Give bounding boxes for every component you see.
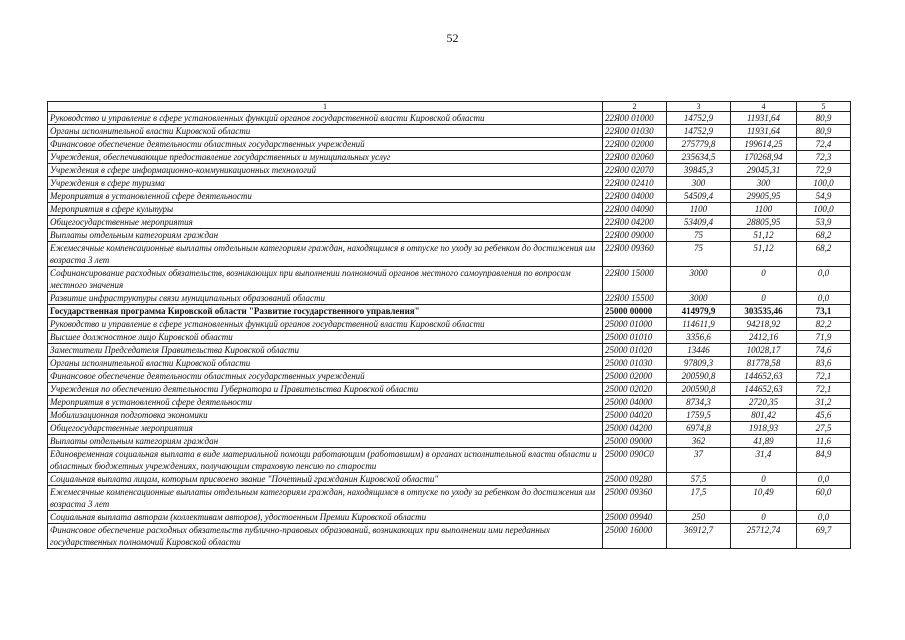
row-name: Развитие инфраструктуры связи муниципальных образований области <box>48 292 603 305</box>
row-code: 22Я00 09360 <box>603 242 667 267</box>
row-plan: 54509,4 <box>667 190 731 203</box>
row-code: 22Я00 09000 <box>603 229 667 242</box>
row-plan: 37 <box>667 448 731 473</box>
row-plan: 75 <box>667 242 731 267</box>
row-code: 22Я00 15500 <box>603 292 667 305</box>
row-code: 25000 09280 <box>603 473 667 486</box>
row-actual: 144652,63 <box>731 370 797 383</box>
row-percent: 60,0 <box>797 486 851 511</box>
row-code: 25000 09360 <box>603 486 667 511</box>
row-plan: 3356,6 <box>667 331 731 344</box>
row-actual: 28805,95 <box>731 216 797 229</box>
row-code: 22Я00 04200 <box>603 216 667 229</box>
row-name: Мероприятия в установленной сфере деятельности <box>48 396 603 409</box>
row-plan: 200590,8 <box>667 383 731 396</box>
row-plan: 250 <box>667 511 731 524</box>
row-actual: 29905,95 <box>731 190 797 203</box>
row-plan: 8734,3 <box>667 396 731 409</box>
row-plan: 36912,7 <box>667 524 731 549</box>
row-name: Учреждения в сфере информационно-коммуникационных технологий <box>48 164 603 177</box>
row-name: Мероприятия в сфере культуры <box>48 203 603 216</box>
row-percent: 84,9 <box>797 448 851 473</box>
row-actual: 300 <box>731 177 797 190</box>
row-actual: 10,49 <box>731 486 797 511</box>
row-plan: 53409,4 <box>667 216 731 229</box>
row-actual: 94218,92 <box>731 318 797 331</box>
row-code: 22Я00 01000 <box>603 112 667 125</box>
row-actual: 0 <box>731 292 797 305</box>
table-row <box>48 190 851 203</box>
row-name: Ежемесячные компенсационные выплаты отдельным категориям граждан, находящимся в отпуске по уходу за ребенком до достижения им возраста 3 лет <box>48 486 603 511</box>
row-actual: 10028,17 <box>731 344 797 357</box>
row-name: Общегосударственные мероприятия <box>48 422 603 435</box>
row-name: Учреждения, обеспечивающие предоставление государственных и муниципальных услуг <box>48 151 603 164</box>
row-percent: 72,9 <box>797 164 851 177</box>
row-code: 25000 01010 <box>603 331 667 344</box>
row-plan: 57,5 <box>667 473 731 486</box>
header-row <box>48 102 851 112</box>
table-row <box>48 177 851 190</box>
row-percent: 0,0 <box>797 473 851 486</box>
row-code: 25000 09940 <box>603 511 667 524</box>
row-actual: 303535,46 <box>731 305 797 318</box>
row-plan: 14752,9 <box>667 112 731 125</box>
row-name: Финансовое обеспечение деятельности областных государственных учреждений <box>48 370 603 383</box>
row-code: 22Я00 01030 <box>603 125 667 138</box>
row-name: Финансовое обеспечение деятельности областных государственных учреждений <box>48 138 603 151</box>
row-name: Ежемесячные компенсационные выплаты отдельным категориям граждан, находящимся в отпуске по уходу за ребенком до достижения им возраста 3 лет <box>48 242 603 267</box>
header-col-3: 3 <box>667 102 731 112</box>
row-name: Государственная программа Кировской области "Развитие государственного управления" <box>48 305 603 318</box>
table-row <box>48 370 851 383</box>
row-plan: 300 <box>667 177 731 190</box>
header-col-4: 4 <box>731 102 797 112</box>
row-percent: 100,0 <box>797 177 851 190</box>
row-actual: 11931,64 <box>731 125 797 138</box>
row-percent: 72,1 <box>797 370 851 383</box>
budget-table-container <box>47 101 851 549</box>
row-code: 22Я00 04090 <box>603 203 667 216</box>
row-percent: 82,2 <box>797 318 851 331</box>
row-plan: 200590,8 <box>667 370 731 383</box>
table-row <box>48 318 851 331</box>
row-name: Органы исполнительной власти Кировской области <box>48 125 603 138</box>
row-percent: 72,1 <box>797 383 851 396</box>
row-code: 25000 09000 <box>603 435 667 448</box>
table-row <box>48 383 851 396</box>
row-actual: 0 <box>731 511 797 524</box>
table-row <box>48 216 851 229</box>
row-percent: 74,6 <box>797 344 851 357</box>
row-actual: 51,12 <box>731 242 797 267</box>
row-plan: 1100 <box>667 203 731 216</box>
row-percent: 0,0 <box>797 511 851 524</box>
table-row <box>48 357 851 370</box>
row-actual: 1918,93 <box>731 422 797 435</box>
row-name: Руководство и управление в сфере установленных функций органов государственной власти Кировской области <box>48 318 603 331</box>
table-row <box>48 164 851 177</box>
row-code: 22Я00 02070 <box>603 164 667 177</box>
row-name: Учреждения в сфере туризма <box>48 177 603 190</box>
row-name: Выплаты отдельным категориям граждан <box>48 435 603 448</box>
table-row <box>48 138 851 151</box>
table-row <box>48 242 851 267</box>
table-row <box>48 409 851 422</box>
row-percent: 72,4 <box>797 138 851 151</box>
row-name: Софинансирование расходных обязательств, возникающих при выполнении полномочий органов местного самоуправления по вопросам местного значения <box>48 267 603 292</box>
row-percent: 45,6 <box>797 409 851 422</box>
row-name: Мероприятия в установленной сфере деятельности <box>48 190 603 203</box>
row-plan: 3000 <box>667 267 731 292</box>
row-actual: 0 <box>731 473 797 486</box>
row-name: Финансовое обеспечение расходных обязательств публично-правовых образований, возникающих при выполнении ими переданных государственных полномочий Кировской области <box>48 524 603 549</box>
row-plan: 3000 <box>667 292 731 305</box>
header-col-2: 2 <box>603 102 667 112</box>
row-actual: 2720,35 <box>731 396 797 409</box>
row-plan: 235634,5 <box>667 151 731 164</box>
row-percent: 31,2 <box>797 396 851 409</box>
row-plan: 39845,3 <box>667 164 731 177</box>
row-name: Социальная выплата авторам (коллективам авторов), удостоенным Премии Кировской области <box>48 511 603 524</box>
row-percent: 80,9 <box>797 112 851 125</box>
row-code: 25000 04000 <box>603 396 667 409</box>
row-percent: 73,1 <box>797 305 851 318</box>
row-code: 25000 00000 <box>603 305 667 318</box>
row-name: Единовременная социальная выплата в виде материальной помощи работающим (работавшим) в органах исполнительной власти области и областных бюджетных учреждениях, получающим страховую пенсию по старости <box>48 448 603 473</box>
row-code: 25000 02000 <box>603 370 667 383</box>
row-actual: 801,42 <box>731 409 797 422</box>
row-plan: 14752,9 <box>667 125 731 138</box>
table-row <box>48 448 851 473</box>
row-code: 25000 02020 <box>603 383 667 396</box>
row-actual: 51,12 <box>731 229 797 242</box>
page-number: 52 <box>446 31 459 45</box>
table-row <box>48 125 851 138</box>
row-percent: 68,2 <box>797 229 851 242</box>
row-actual: 2412,16 <box>731 331 797 344</box>
row-percent: 53,9 <box>797 216 851 229</box>
row-name: Общегосударственные мероприятия <box>48 216 603 229</box>
table-row <box>48 292 851 305</box>
row-actual: 11931,64 <box>731 112 797 125</box>
row-name: Органы исполнительной власти Кировской области <box>48 357 603 370</box>
row-plan: 362 <box>667 435 731 448</box>
row-percent: 83,6 <box>797 357 851 370</box>
row-code: 22Я00 02410 <box>603 177 667 190</box>
row-name: Высшее должностное лицо Кировской области <box>48 331 603 344</box>
row-code: 25000 01020 <box>603 344 667 357</box>
row-code: 25000 04020 <box>603 409 667 422</box>
row-plan: 275779,8 <box>667 138 731 151</box>
row-name: Заместители Председателя Правительства Кировской области <box>48 344 603 357</box>
row-name: Учреждения по обеспечению деятельности Губернатора и Правительства Кировской области <box>48 383 603 396</box>
row-actual: 31,4 <box>731 448 797 473</box>
row-name: Выплаты отдельным категориям граждан <box>48 229 603 242</box>
row-actual: 29045,31 <box>731 164 797 177</box>
table-row <box>48 305 851 318</box>
row-code: 25000 090С0 <box>603 448 667 473</box>
table-row <box>48 435 851 448</box>
table-row <box>48 486 851 511</box>
row-code: 25000 01030 <box>603 357 667 370</box>
header-col-5: 5 <box>797 102 851 112</box>
row-actual: 81778,58 <box>731 357 797 370</box>
row-plan: 114611,9 <box>667 318 731 331</box>
row-code: 25000 01000 <box>603 318 667 331</box>
table-row <box>48 344 851 357</box>
row-plan: 97809,3 <box>667 357 731 370</box>
row-percent: 54,9 <box>797 190 851 203</box>
row-code: 22Я00 02060 <box>603 151 667 164</box>
row-actual: 199614,25 <box>731 138 797 151</box>
row-percent: 71,9 <box>797 331 851 344</box>
row-actual: 144652,63 <box>731 383 797 396</box>
row-percent: 80,9 <box>797 125 851 138</box>
row-actual: 25712,74 <box>731 524 797 549</box>
row-percent: 11,6 <box>797 435 851 448</box>
table-row <box>48 267 851 292</box>
row-plan: 6974,8 <box>667 422 731 435</box>
row-percent: 27,5 <box>797 422 851 435</box>
budget-table <box>47 101 851 549</box>
row-name: Социальная выплата лицам, которым присвоено звание "Почетный гражданин Кировской области" <box>48 473 603 486</box>
row-percent: 68,2 <box>797 242 851 267</box>
row-percent: 69,7 <box>797 524 851 549</box>
table-row <box>48 524 851 549</box>
row-actual: 0 <box>731 267 797 292</box>
row-percent: 0,0 <box>797 292 851 305</box>
row-percent: 0,0 <box>797 267 851 292</box>
table-body <box>48 112 851 549</box>
row-code: 22Я00 15000 <box>603 267 667 292</box>
row-plan: 1759,5 <box>667 409 731 422</box>
row-percent: 72,3 <box>797 151 851 164</box>
row-code: 25000 16000 <box>603 524 667 549</box>
table-row <box>48 473 851 486</box>
row-plan: 75 <box>667 229 731 242</box>
table-row <box>48 331 851 344</box>
header-col-1: 1 <box>48 102 603 112</box>
table-row <box>48 422 851 435</box>
row-name: Руководство и управление в сфере установленных функций органов государственной власти Кировской области <box>48 112 603 125</box>
table-row <box>48 203 851 216</box>
row-plan: 414979,9 <box>667 305 731 318</box>
row-code: 22Я00 04000 <box>603 190 667 203</box>
row-plan: 17,5 <box>667 486 731 511</box>
table-row <box>48 396 851 409</box>
row-code: 22Я00 02000 <box>603 138 667 151</box>
table-row <box>48 511 851 524</box>
row-percent: 100,0 <box>797 203 851 216</box>
row-actual: 170268,94 <box>731 151 797 164</box>
table-row <box>48 229 851 242</box>
table-row <box>48 151 851 164</box>
row-actual: 1100 <box>731 203 797 216</box>
row-code: 25000 04200 <box>603 422 667 435</box>
row-name: Мобилизационная подготовка экономики <box>48 409 603 422</box>
row-plan: 13446 <box>667 344 731 357</box>
table-row <box>48 112 851 125</box>
row-actual: 41,89 <box>731 435 797 448</box>
